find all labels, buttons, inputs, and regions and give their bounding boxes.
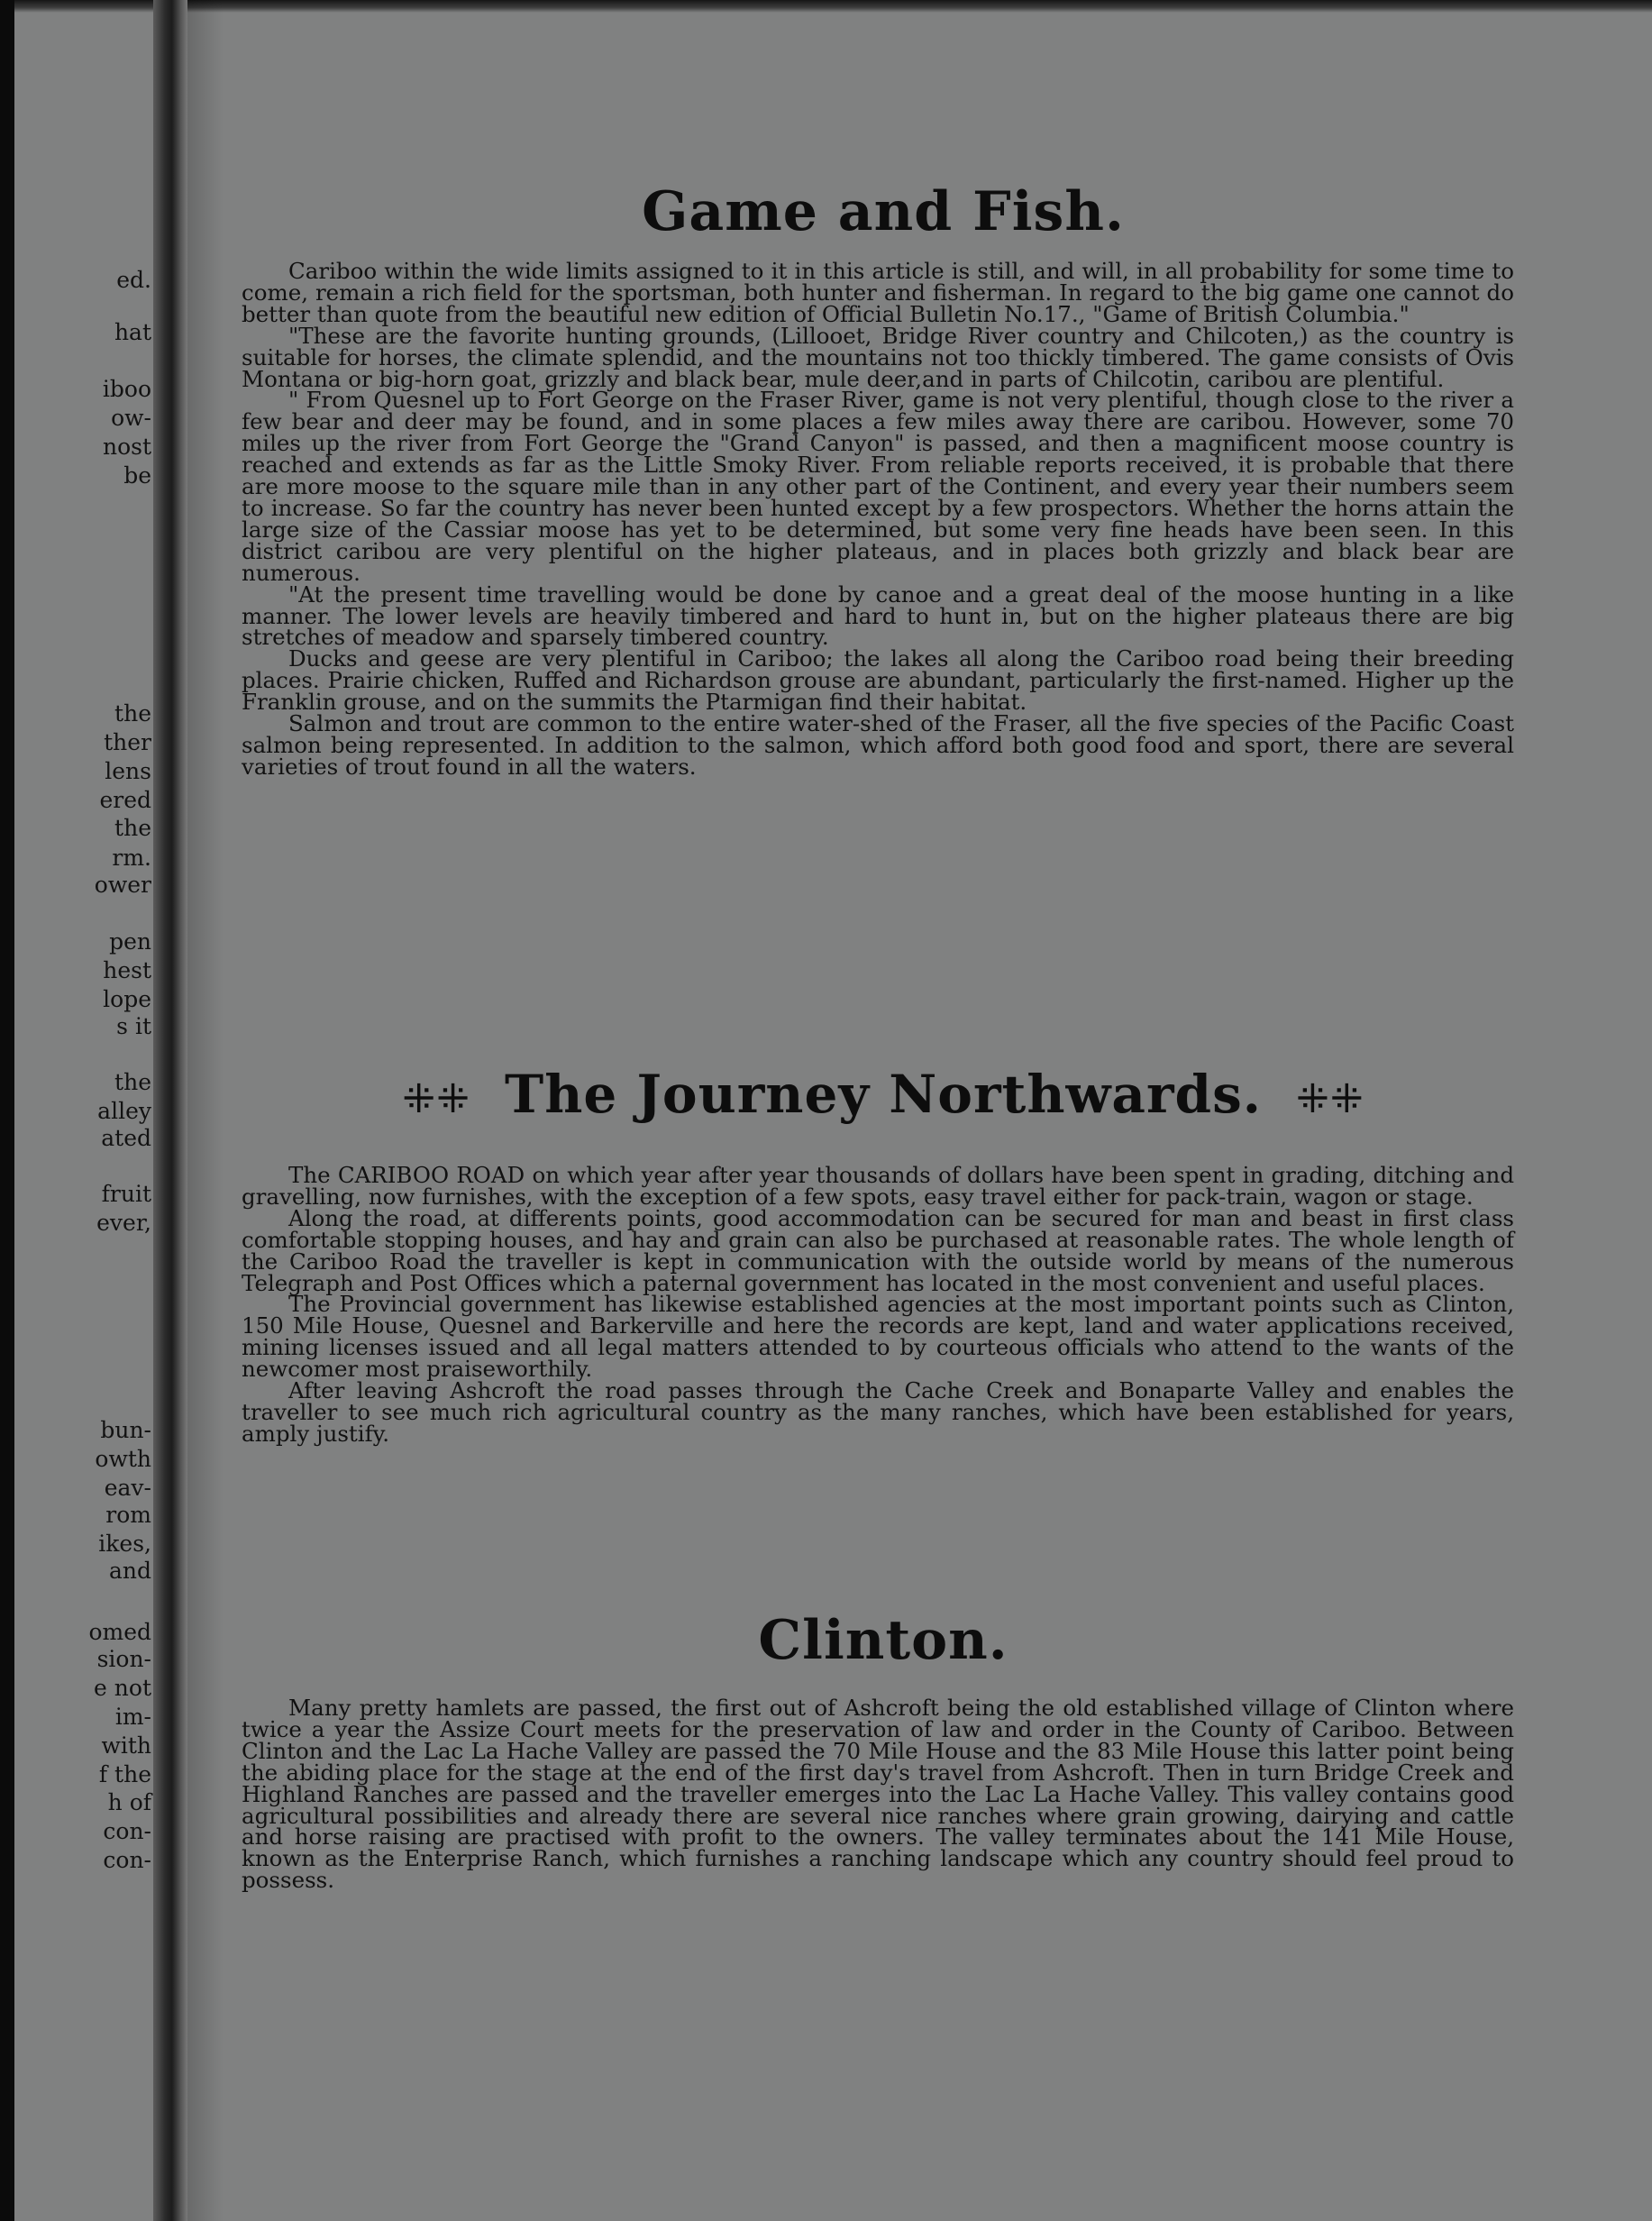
margin-fragment: ther — [104, 729, 151, 755]
margin-fragment: omed — [88, 1619, 151, 1645]
margin-fragment: con- — [103, 1818, 151, 1844]
margin-fragment: sion- — [96, 1646, 151, 1672]
margin-fragment: eav- — [104, 1475, 151, 1501]
margin-fragment: bun- — [100, 1417, 151, 1443]
margin-fragment: lope — [103, 986, 151, 1012]
paragraph: Salmon and trout are common to the entire water-shed of the Fraser, all the five species of the Pacific Coast salmon being represented. In addition to the salmon, which afford both good food and sport, there are several varieties of trout found in all the waters. — [242, 710, 1514, 780]
paragraph: Ducks and geese are very plentiful in Cariboo; the lakes all along the Cariboo road being their breeding places. Prairie chicken, Ruffed and Richardson grouse are abundant, particularly the first-named. Higher up the Franklin grouse, and on the summits the Ptarmigan find their habitat. — [242, 645, 1514, 716]
previous-page-margin-column — [25, 0, 151, 2221]
clinton-section — [242, 1695, 1514, 1894]
margin-fragment: s it — [116, 1013, 151, 1039]
margin-fragment: con- — [103, 1847, 151, 1873]
paragraph: Many pretty hamlets are passed, the first out of Ashcroft being the old established village of Clinton where twice a year the Assize Court meets for the preservation of law and order in the County of Cariboo. Between Clinton and the Lac La Hache Valley are passed the 70 Mile House and the 83 Mile House this latter point being the abiding place for the stage at the end of the first day's travel from Ashcroft. Then in turn Bridge Creek and Highland Ranches are passed and the traveller emerges into the Lac La Hache Valley. This valley contains good agricultural possibilities and already there are several nice ranches where grain growing, dairying and cattle and horse raising are practised with profit to the owners. The valley terminates about the 141 Mile House, known as the Enterprise Ranch, which furnishes a ranching landscape which any country should feel proud to possess. — [242, 1695, 1514, 1894]
margin-fragment: im- — [114, 1704, 151, 1730]
margin-fragment: fruit — [101, 1181, 151, 1207]
journey-northwards-heading-row — [225, 1064, 1541, 1125]
margin-fragment: ower — [94, 872, 151, 898]
margin-fragment: the — [114, 1069, 151, 1095]
scan-top-edge — [0, 0, 1652, 13]
journey-northwards-section — [242, 1162, 1514, 1447]
paragraph: Along the road, at differents points, good accommodation can be secured for man and beast in first class comfortable stopping houses, and hay and grain can also be purchased at reasonable rates. The whole length of the Cariboo Road the traveller is kept in communication with the outside world by means of the numerous Telegraph and Post Offices which a paternal government has located in the most convenient and useful places. — [242, 1204, 1514, 1296]
margin-fragment: the — [114, 815, 151, 841]
margin-fragment: ever, — [96, 1210, 151, 1236]
paragraph: After leaving Ashcroft the road passes through the Cache Creek and Bonaparte Valley and enables the traveller to see much rich agricultural country as the many ranches, which have been established for years, amply justify. — [242, 1377, 1514, 1447]
margin-fragment: and — [108, 1558, 151, 1584]
margin-fragment: e not — [94, 1675, 151, 1701]
clinton-heading: Clinton. — [758, 1609, 1009, 1672]
paragraph: Cariboo within the wide limits assigned to it in this article is still, and will, in all probability for some time to come, remain a rich field for the sportsman, both hunter and fisherman. In regard to the big game one cannot do better than quote from the beautiful new edition of Official Bulletin No.17., "Game of British Columbia." — [242, 258, 1514, 327]
book-gutter — [153, 0, 187, 2221]
margin-fragment: nost — [102, 434, 151, 460]
left-ornament-icon: ⁜⁜ — [402, 1075, 471, 1122]
margin-fragment: ikes, — [98, 1531, 151, 1557]
paragraph: "At the present time travelling would be done by canoe and a great deal of the moose hunting in a like manner. The lower levels are heavily timbered and hard to hunt in, but on the higher plateaus there are big stretches of meadow and sparsely timbered country. — [242, 580, 1514, 651]
margin-fragment: lens — [105, 758, 151, 784]
right-ornament-icon: ⁜⁜ — [1295, 1075, 1364, 1122]
margin-fragment: ed. — [116, 267, 151, 293]
scan-left-edge — [0, 0, 14, 2221]
paragraph: "These are the favorite hunting grounds, (Lillooet, Bridge River country and Chilcoten,) as the country is suitable for horses, the climate splendid, and the mountains not too thickly timbered. The game consists of Ovis Montana or big-horn goat, grizzly and black bear, mule deer,and in parts of Chilcotin, caribou are plentiful. — [242, 322, 1514, 392]
gutter-shadow — [187, 0, 224, 2221]
margin-fragment: ow- — [111, 405, 151, 431]
margin-fragment: alley — [97, 1098, 151, 1124]
margin-fragment: iboo — [102, 376, 151, 402]
margin-fragment: f the — [98, 1761, 151, 1787]
paragraph: " From Quesnel up to Fort George on the Fraser River, game is not very plentiful, though close to the river a few bear and deer may be found, and in some places a few miles away there are caribou. However, some 70 miles up the river from Fort George the "Grand Canyon" is passed, and then a magnificent moose country is reached and extends as far as the Little Smoky River. From reliable reports received, it is probable that there are more moose to the square mile than in any other part of the Continent, and every year their numbers seem to increase. So far the country has never been hunted except by a few prospectors. Whether the horns attain the large size of the Cassiar moose has yet to be determined, but some very fine heads have been seen. In this district caribou are very plentiful on the higher plateaus, and in places both grizzly and black bear are numerous. — [242, 387, 1514, 586]
margin-fragment: hat — [114, 319, 151, 345]
margin-fragment: with — [101, 1732, 151, 1759]
paragraph: The Provincial government has likewise established agencies at the most important points such as Clinton, 150 Mile House, Quesnel and Barkerville and here the records are kept, land and water applications received, mining licenses issued and all legal matters attended to by courteous officials who attend to the wants of the newcomer most praiseworthily. — [242, 1291, 1514, 1383]
margin-fragment: the — [114, 700, 151, 727]
margin-fragment: pen — [109, 928, 151, 955]
margin-fragment: be — [123, 462, 151, 489]
game-and-fish-heading: Game and Fish. — [642, 180, 1125, 243]
margin-fragment: h of — [107, 1789, 151, 1815]
journey-northwards-heading: The Journey Northwards. — [505, 1064, 1262, 1125]
margin-fragment: owth — [95, 1446, 151, 1472]
paragraph: The CARIBOO ROAD on which year after year thousands of dollars have been spent in grading, ditching and gravelling, now furnishes, with the exception of a few spots, easy travel either for pack-train, wagon or stage. — [242, 1162, 1514, 1210]
margin-fragment: ered — [99, 787, 151, 813]
margin-fragment: rm. — [112, 845, 151, 871]
margin-fragment: ated — [101, 1125, 151, 1151]
margin-fragment: hest — [103, 957, 151, 983]
game-and-fish-section — [242, 260, 1514, 778]
margin-fragment: rom — [105, 1502, 151, 1528]
